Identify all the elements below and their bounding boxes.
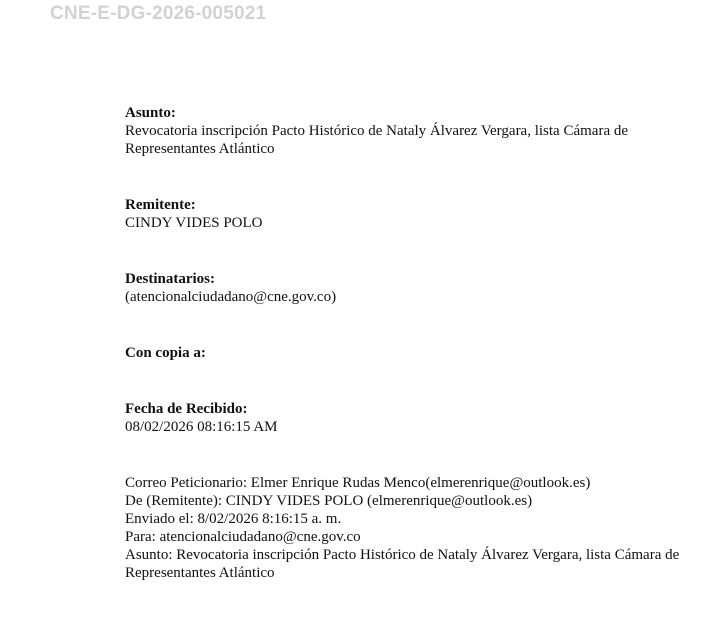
cc-label: Con copia a:: [125, 345, 206, 361]
recipients-section: [125, 270, 685, 306]
to-line: Para: atencionalciudadano@cne.gov.co: [125, 529, 361, 545]
details-subject-line: Asunto: Revocatoria inscripción Pacto Histórico de Nataly Álvarez Vergara, lista Cámara de Representantes Atlántico: [125, 547, 680, 581]
received-date-label: Fecha de Recibido:: [125, 401, 248, 417]
recipients-value: (atencionalciudadano@cne.gov.co): [125, 289, 337, 305]
sent-date-line: Enviado el: 8/02/2026 8:16:15 a. m.: [125, 511, 342, 527]
recipients-label: Destinatarios:: [125, 271, 215, 287]
received-date-value: 08/02/2026 08:16:15 AM: [125, 419, 278, 435]
subject-value: Revocatoria inscripción Pacto Histórico de Nataly Álvarez Vergara, lista Cámara de Representantes Atlántico: [125, 123, 629, 157]
cc-section: [125, 344, 685, 362]
subject-label: Asunto:: [125, 105, 176, 121]
sender-value: CINDY VIDES POLO: [125, 215, 263, 231]
received-date-section: [125, 400, 685, 436]
message-details-section: [125, 474, 685, 582]
email-record: [125, 104, 685, 582]
sender-label: Remitente:: [125, 197, 196, 213]
document-id-watermark: CNE-E-DG-2026-005021: [50, 3, 267, 24]
subject-section: [125, 104, 685, 158]
petitioner-email-line: Correo Peticionario: Elmer Enrique Rudas Menco(elmerenrique@outlook.es): [125, 475, 591, 491]
sender-section: [125, 196, 685, 232]
from-line: De (Remitente): CINDY VIDES POLO (elmerenrique@outlook.es): [125, 493, 533, 509]
